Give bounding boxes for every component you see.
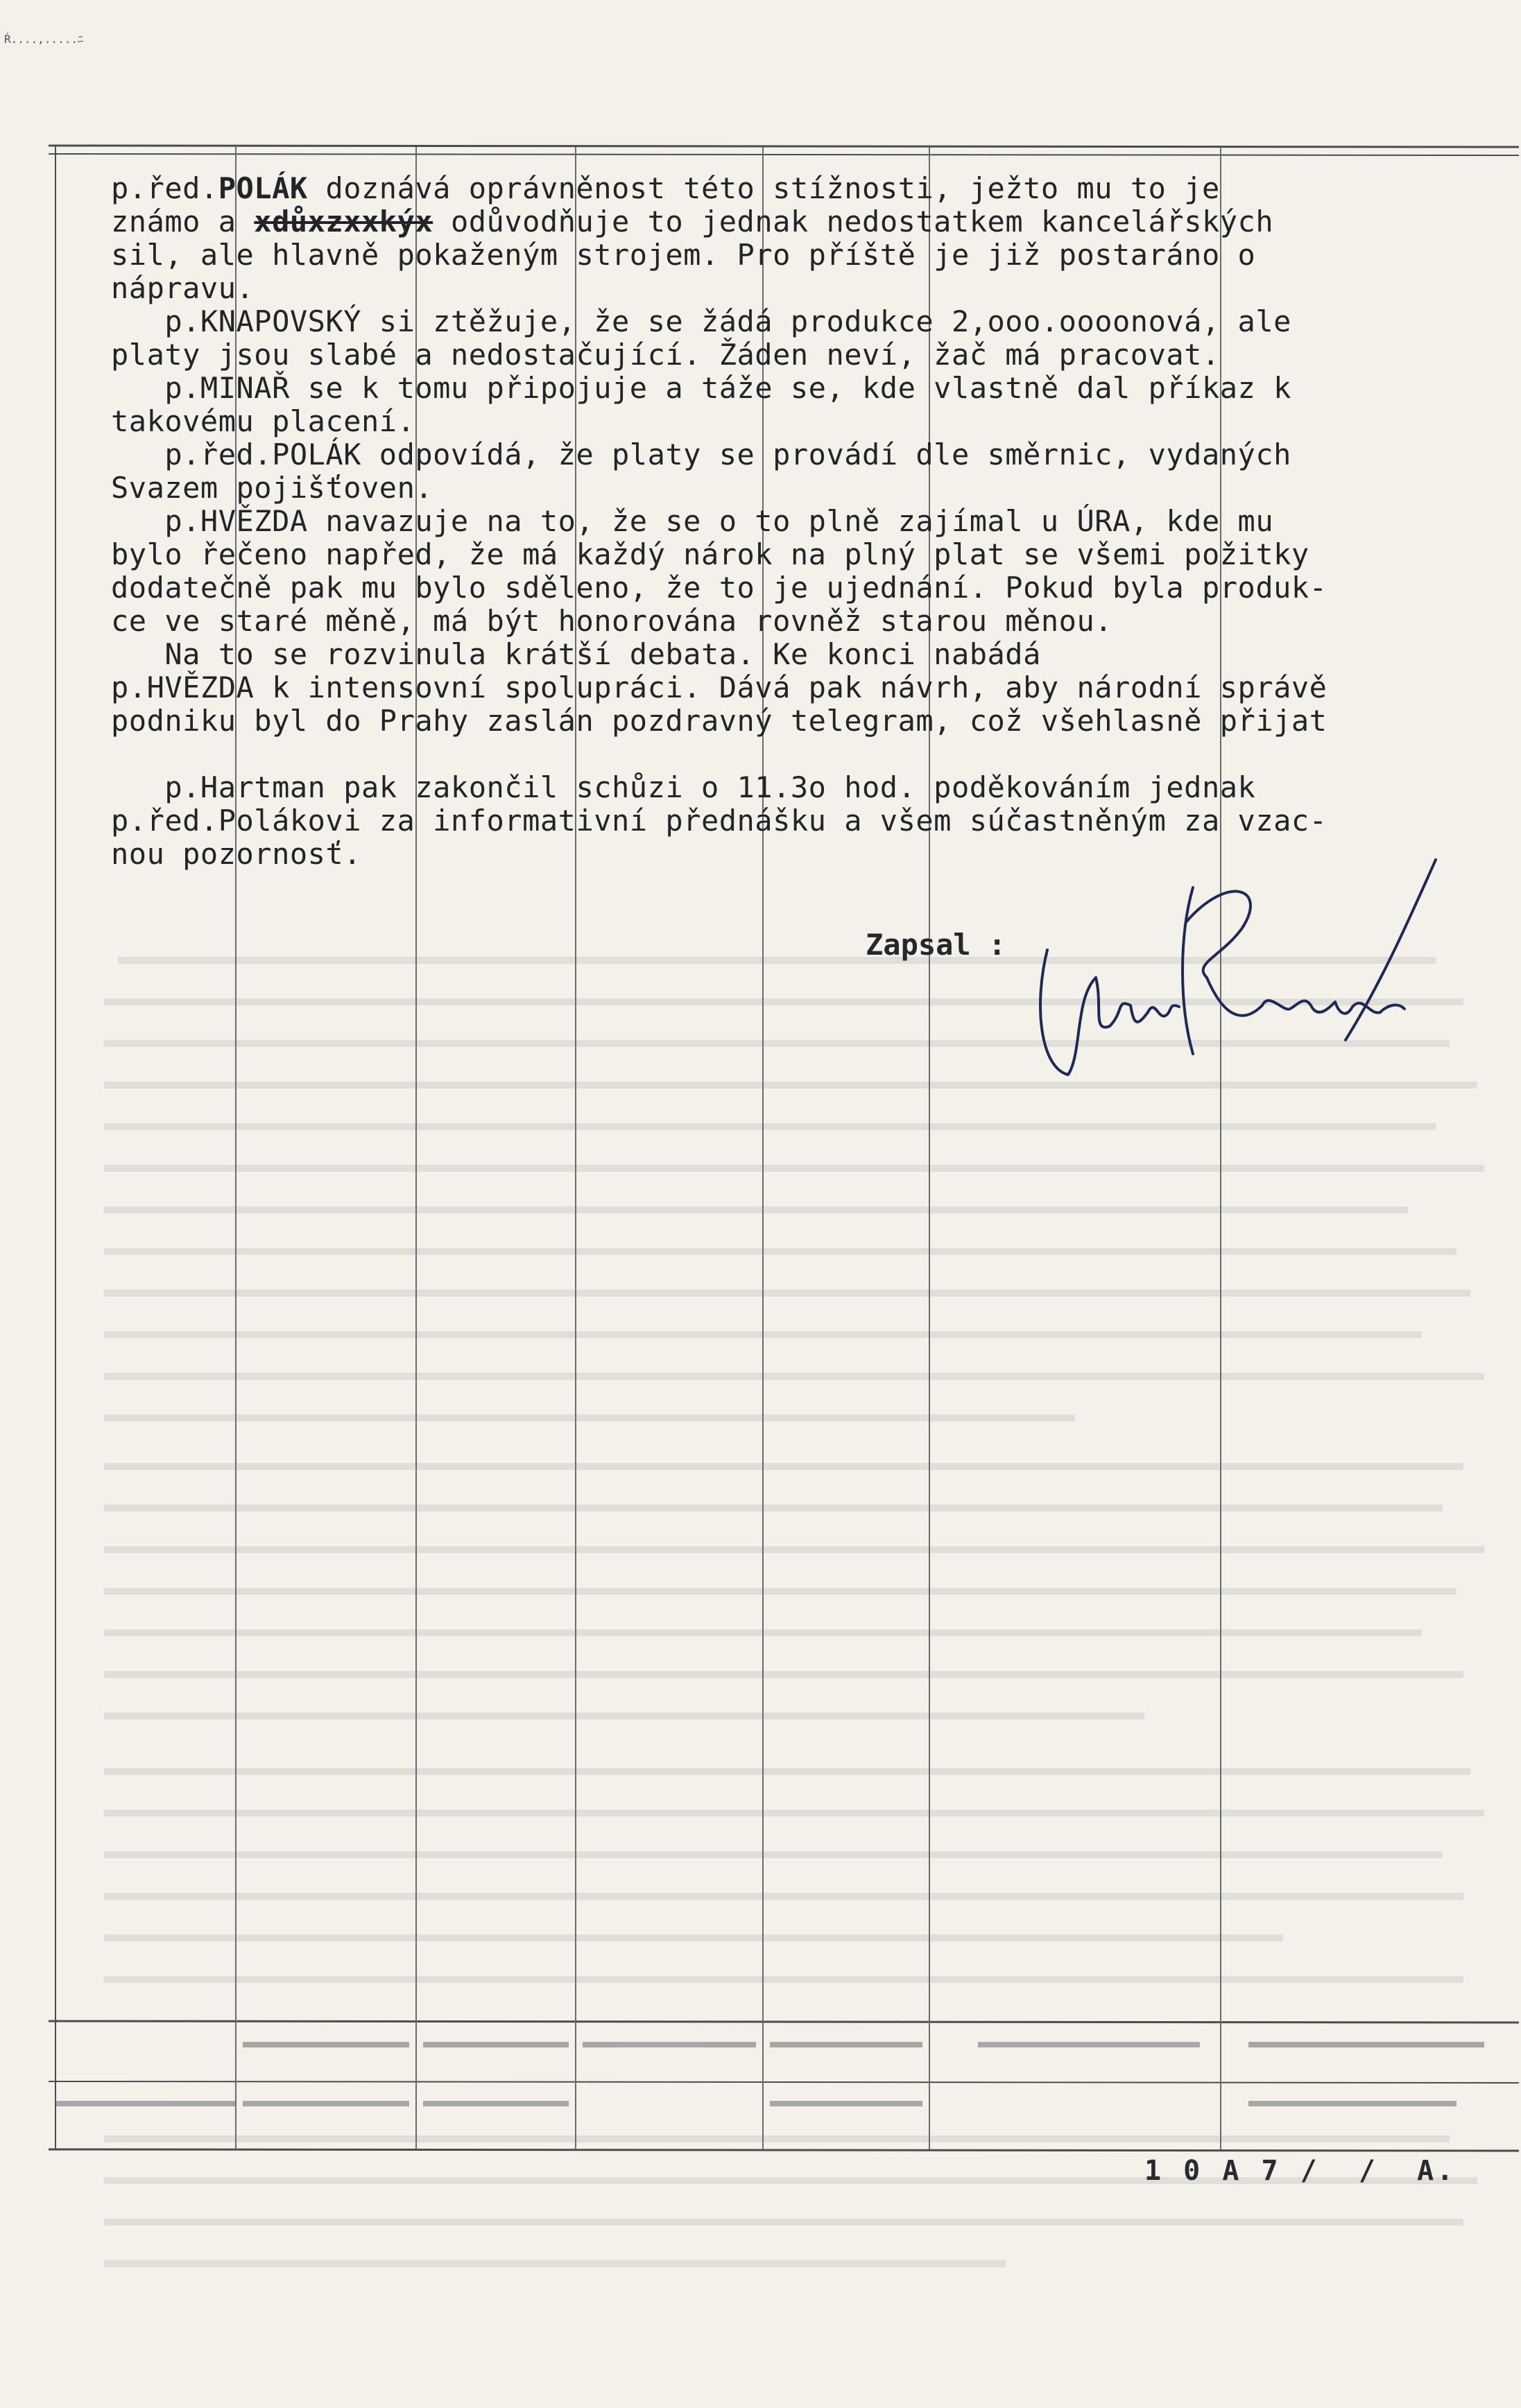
text-segment: p.HVĚZDA navazuje na to, že se o to plně zajímal u ÚRA, kde mu (111, 504, 1274, 538)
text-line (111, 671, 1505, 704)
text-line (111, 471, 1505, 505)
text-segment: ce ve staré měně, má být honorována rovněž starou měnou. (111, 604, 1113, 638)
corner-mark: Ŕ....,.....ﾆ (4, 33, 83, 46)
text-segment: odůvodňuje to jednak nedostatkem kancelářských (433, 205, 1274, 239)
text-line (111, 738, 1505, 771)
text-line (111, 605, 1505, 638)
minutes-text (111, 172, 1505, 871)
text-line (111, 205, 1505, 239)
text-line (111, 372, 1505, 405)
text-segment: nápravu. (111, 271, 255, 305)
text-segment: p.Hartman pak zakončil schůzi o 11.3o hod. poděkováním jednak (111, 770, 1256, 804)
text-segment: POLÁK (218, 171, 308, 205)
text-line (111, 338, 1505, 372)
text-segment: p.řed.POLÁK odpovídá, že platy se provádí dle směrnic, vydaných (111, 438, 1291, 471)
text-segment: Na to se rozvinula krátší debata. Ke konci nabádá (111, 637, 1041, 671)
text-line (111, 172, 1505, 205)
text-line (111, 272, 1505, 305)
text-line (111, 538, 1505, 571)
text-segment: dodatečně pak mu bylo sděleno, že to je ujednání. Pokud byla produk- (111, 571, 1327, 605)
text-segment: p.HVĚZDA k intensovní spolupráci. Dává pak návrh, aby národní správě (111, 670, 1327, 704)
text-line (111, 505, 1505, 538)
text-segment: xdůxzxxkýx (254, 205, 433, 239)
text-line (111, 305, 1505, 338)
text-segment: p.MINAŘ se k tomu připojuje a táže se, kde vlastně dal příkaz k (111, 371, 1291, 405)
text-segment: podniku byl do Prahy zaslán pozdravný telegram, což všehlasně přijat (111, 704, 1327, 738)
text-segment: známo a (111, 205, 255, 239)
text-line (111, 804, 1505, 838)
text-segment: p.KNAPOVSKÝ si ztěžuje, že se žádá produkce 2,ooo.oooonová, ale (111, 304, 1291, 338)
text-line (111, 704, 1505, 738)
text-segment: platy jsou slabé a nedostačující. Žáden neví, žač má pracovat. (111, 338, 1220, 372)
text-segment: doznává oprávněnost této stížnosti, ježto mu to je (307, 171, 1220, 205)
text-segment: p.řed.Polákovi za informativní přednášku a všem súčastněným za vzac- (111, 804, 1327, 838)
signature-label: Zapsal : (866, 928, 1006, 962)
text-segment: sil, ale hlavně pokaženým strojem. Pro příště je již postaráno o (111, 238, 1256, 272)
text-line (111, 638, 1505, 671)
text-line (111, 771, 1505, 804)
text-segment: nou pozornosť. (111, 837, 362, 871)
text-line (111, 239, 1505, 272)
form-number: 1 0 A 7 / / A. (1144, 2155, 1456, 2187)
handwritten-signature (1020, 846, 1450, 1137)
text-line (111, 405, 1505, 438)
text-line (111, 571, 1505, 605)
text-line (111, 438, 1505, 471)
text-segment: bylo řečeno napřed, že má každý nárok na plný plat se všemi požitky (111, 537, 1309, 571)
text-segment: p.řed. (111, 171, 218, 205)
text-segment: Svazem pojišťoven. (111, 471, 433, 505)
text-segment: takovému placení. (111, 404, 415, 438)
